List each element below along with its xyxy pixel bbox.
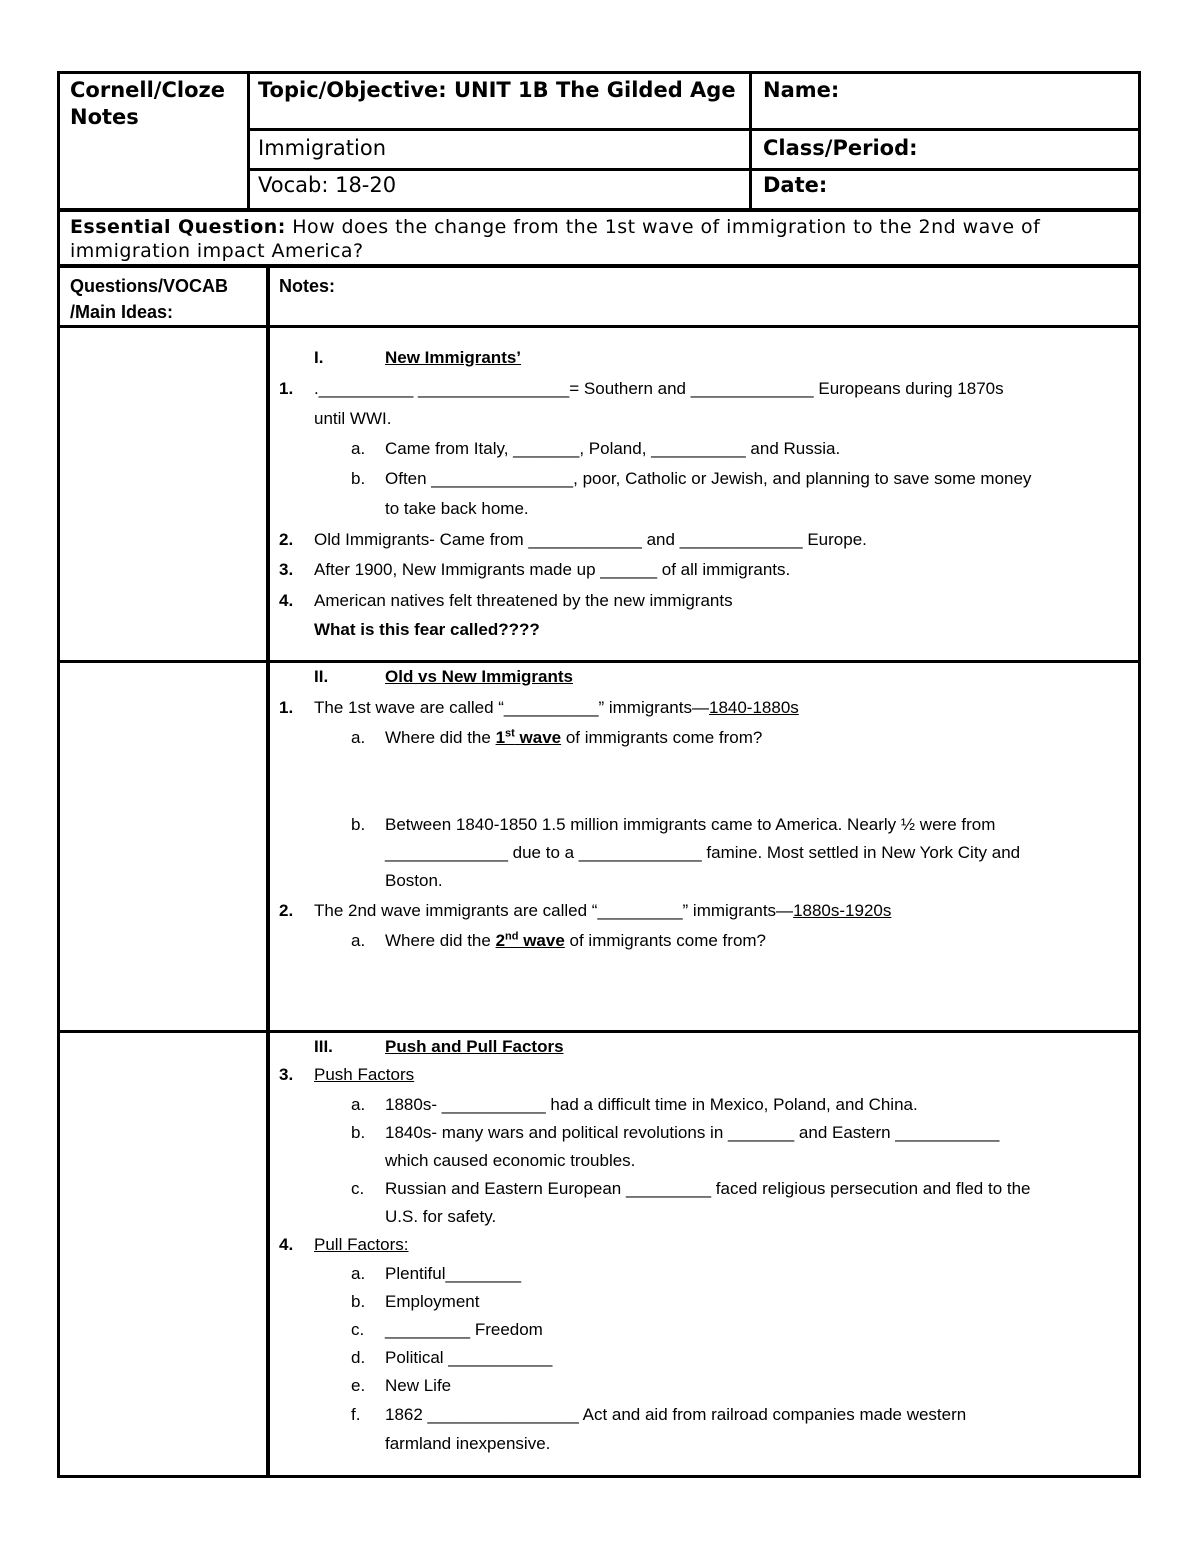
pull-item-num: f. (351, 1405, 361, 1424)
section-1-title: New Immigrants’ (385, 348, 522, 367)
pull-item-text: _________ Freedom (385, 1320, 543, 1339)
push-factors-label: Push Factors (314, 1065, 415, 1084)
s2-item1b-line: Between 1840-1850 1.5 million immigrants came to America. Nearly ½ were from (385, 815, 996, 834)
pull-item-text: 1862 ________________ Act and aid from railroad companies made western (385, 1405, 967, 1424)
essential-question-label: Essential Question: (70, 216, 286, 238)
s1-item-text: until WWI. (314, 409, 392, 428)
pull-item-num: d. (351, 1348, 366, 1367)
push-factors-num: 3. (279, 1065, 294, 1084)
s2-item2-text: The 2nd wave immigrants are called “_________” immigrants— (314, 901, 794, 920)
header-row-line-1 (247, 128, 1141, 131)
s1-item-text: American natives felt threatened by the new immigrants (314, 591, 733, 610)
topic-objective: Topic/Objective: UNIT 1B The Gilded Age (258, 78, 736, 102)
s1-item-text: After 1900, New Immigrants made up ______ of all immigrants. (314, 560, 791, 579)
pull-item-text: Political ___________ (385, 1348, 553, 1367)
header-divider-1 (247, 71, 250, 208)
pull-item-num: a. (351, 1264, 366, 1283)
s2-item1 (314, 697, 799, 719)
pull-item-text: Employment (385, 1292, 480, 1311)
s2-item1a-post: of immigrants come from? (561, 728, 763, 747)
sheet-title: Cornell/Cloze Notes (70, 78, 225, 129)
s2-item-num: 2. (279, 901, 294, 920)
s1-item-num: 4. (279, 591, 294, 610)
pull-item-text: Plentiful________ (385, 1264, 522, 1283)
s1-item-num: 1. (279, 379, 294, 398)
header-row-line-2 (247, 168, 1141, 171)
questions-column-header: Questions/VOCAB /Main Ideas: (70, 276, 229, 322)
subtopic: Immigration (258, 136, 386, 160)
section-3-title: Push and Pull Factors (385, 1037, 564, 1056)
section-2-title: Old vs New Immigrants (385, 667, 573, 686)
s1-item-text: Often _______________, poor, Catholic or Jewish, and planning to save some money (385, 469, 1032, 488)
s1-item-num: b. (351, 469, 366, 488)
class-period-label: Class/Period: (763, 136, 918, 160)
s2-item1a-wave: 1st wave (495, 727, 562, 747)
push-item-num: b. (351, 1123, 366, 1142)
s2-item2a-pre: Where did the (385, 931, 496, 950)
column-head-line (57, 325, 1141, 328)
s1-item-text: to take back home. (385, 499, 529, 518)
vocab-range: Vocab: 18-20 (258, 173, 397, 197)
push-item-text: Russian and Eastern European _________ faced religious persecution and fled to the (385, 1179, 1031, 1198)
push-item-text: 1840s- many wars and political revolutions in _______ and Eastern ___________ (385, 1123, 1000, 1142)
push-item-text: U.S. for safety. (385, 1207, 497, 1226)
pull-item-num: e. (351, 1376, 366, 1395)
s2-item1b-line: _____________ due to a _____________ famine. Most settled in New York City and (385, 843, 1021, 862)
s2-item1b-line: Boston. (385, 871, 443, 890)
s2-item-num: b. (351, 815, 366, 834)
s2-item2 (314, 900, 891, 922)
header-divider-2 (749, 71, 752, 208)
essential-question (70, 215, 1130, 263)
date-label: Date: (763, 173, 828, 197)
s1-fear-question: What is this fear called???? (314, 620, 540, 639)
s1-item-num: a. (351, 439, 366, 458)
push-item-text: 1880s- ___________ had a difficult time in Mexico, Poland, and China. (385, 1095, 918, 1114)
section-2-bottom-line (57, 1030, 1141, 1033)
s2-item2a-wave: 2nd wave (495, 930, 565, 950)
pull-item-text: New Life (385, 1376, 452, 1395)
s2-item2a-post: of immigrants come from? (564, 931, 767, 950)
s1-item-text: Came from Italy, _______, Poland, __________ and Russia. (385, 439, 841, 458)
s1-item-text: .__________ ________________= Southern and _____________ Europeans during 1870s (314, 379, 1004, 398)
s1-item-num: 2. (279, 530, 294, 549)
s2-item1a (385, 727, 762, 749)
pull-item-num: b. (351, 1292, 366, 1311)
s2-item1-dates: 1840-1880s (708, 698, 799, 717)
s1-item-num: 3. (279, 560, 294, 579)
pull-factors-num: 4. (279, 1235, 294, 1254)
push-item-text: which caused economic troubles. (385, 1151, 636, 1170)
name-label: Name: (763, 78, 840, 102)
s2-item-num: a. (351, 931, 366, 950)
section-1-roman: I. (314, 348, 324, 367)
section-2-roman: II. (314, 667, 329, 686)
s2-item1a-pre: Where did the (385, 728, 496, 747)
s2-item-num: a. (351, 728, 366, 747)
notes-column-header: Notes: (279, 276, 336, 296)
notes-column-divider (266, 264, 270, 1478)
pull-factors-label: Pull Factors: (314, 1235, 409, 1254)
s1-item-text: Old Immigrants- Came from ____________ and _____________ Europe. (314, 530, 867, 549)
cornell-notes-sheet (57, 71, 1141, 1478)
section-3-roman: III. (314, 1037, 333, 1056)
section-1-bottom-line (57, 660, 1141, 663)
pull-item-text: farmland inexpensive. (385, 1434, 551, 1453)
push-item-num: c. (351, 1179, 365, 1198)
s2-item1-text: The 1st wave are called “__________” immigrants— (314, 698, 709, 717)
header-bottom-line (57, 208, 1141, 212)
s2-item2a (385, 930, 766, 952)
s2-item2-dates: 1880s-1920s (793, 901, 892, 920)
push-item-num: a. (351, 1095, 366, 1114)
pull-item-num: c. (351, 1320, 365, 1339)
s2-item-num: 1. (279, 698, 294, 717)
eq-bottom-line (57, 264, 1141, 268)
essential-question-text: How does the change from the 1st wave of immigration to the 2nd wave of immigration impact America? (70, 216, 1041, 262)
